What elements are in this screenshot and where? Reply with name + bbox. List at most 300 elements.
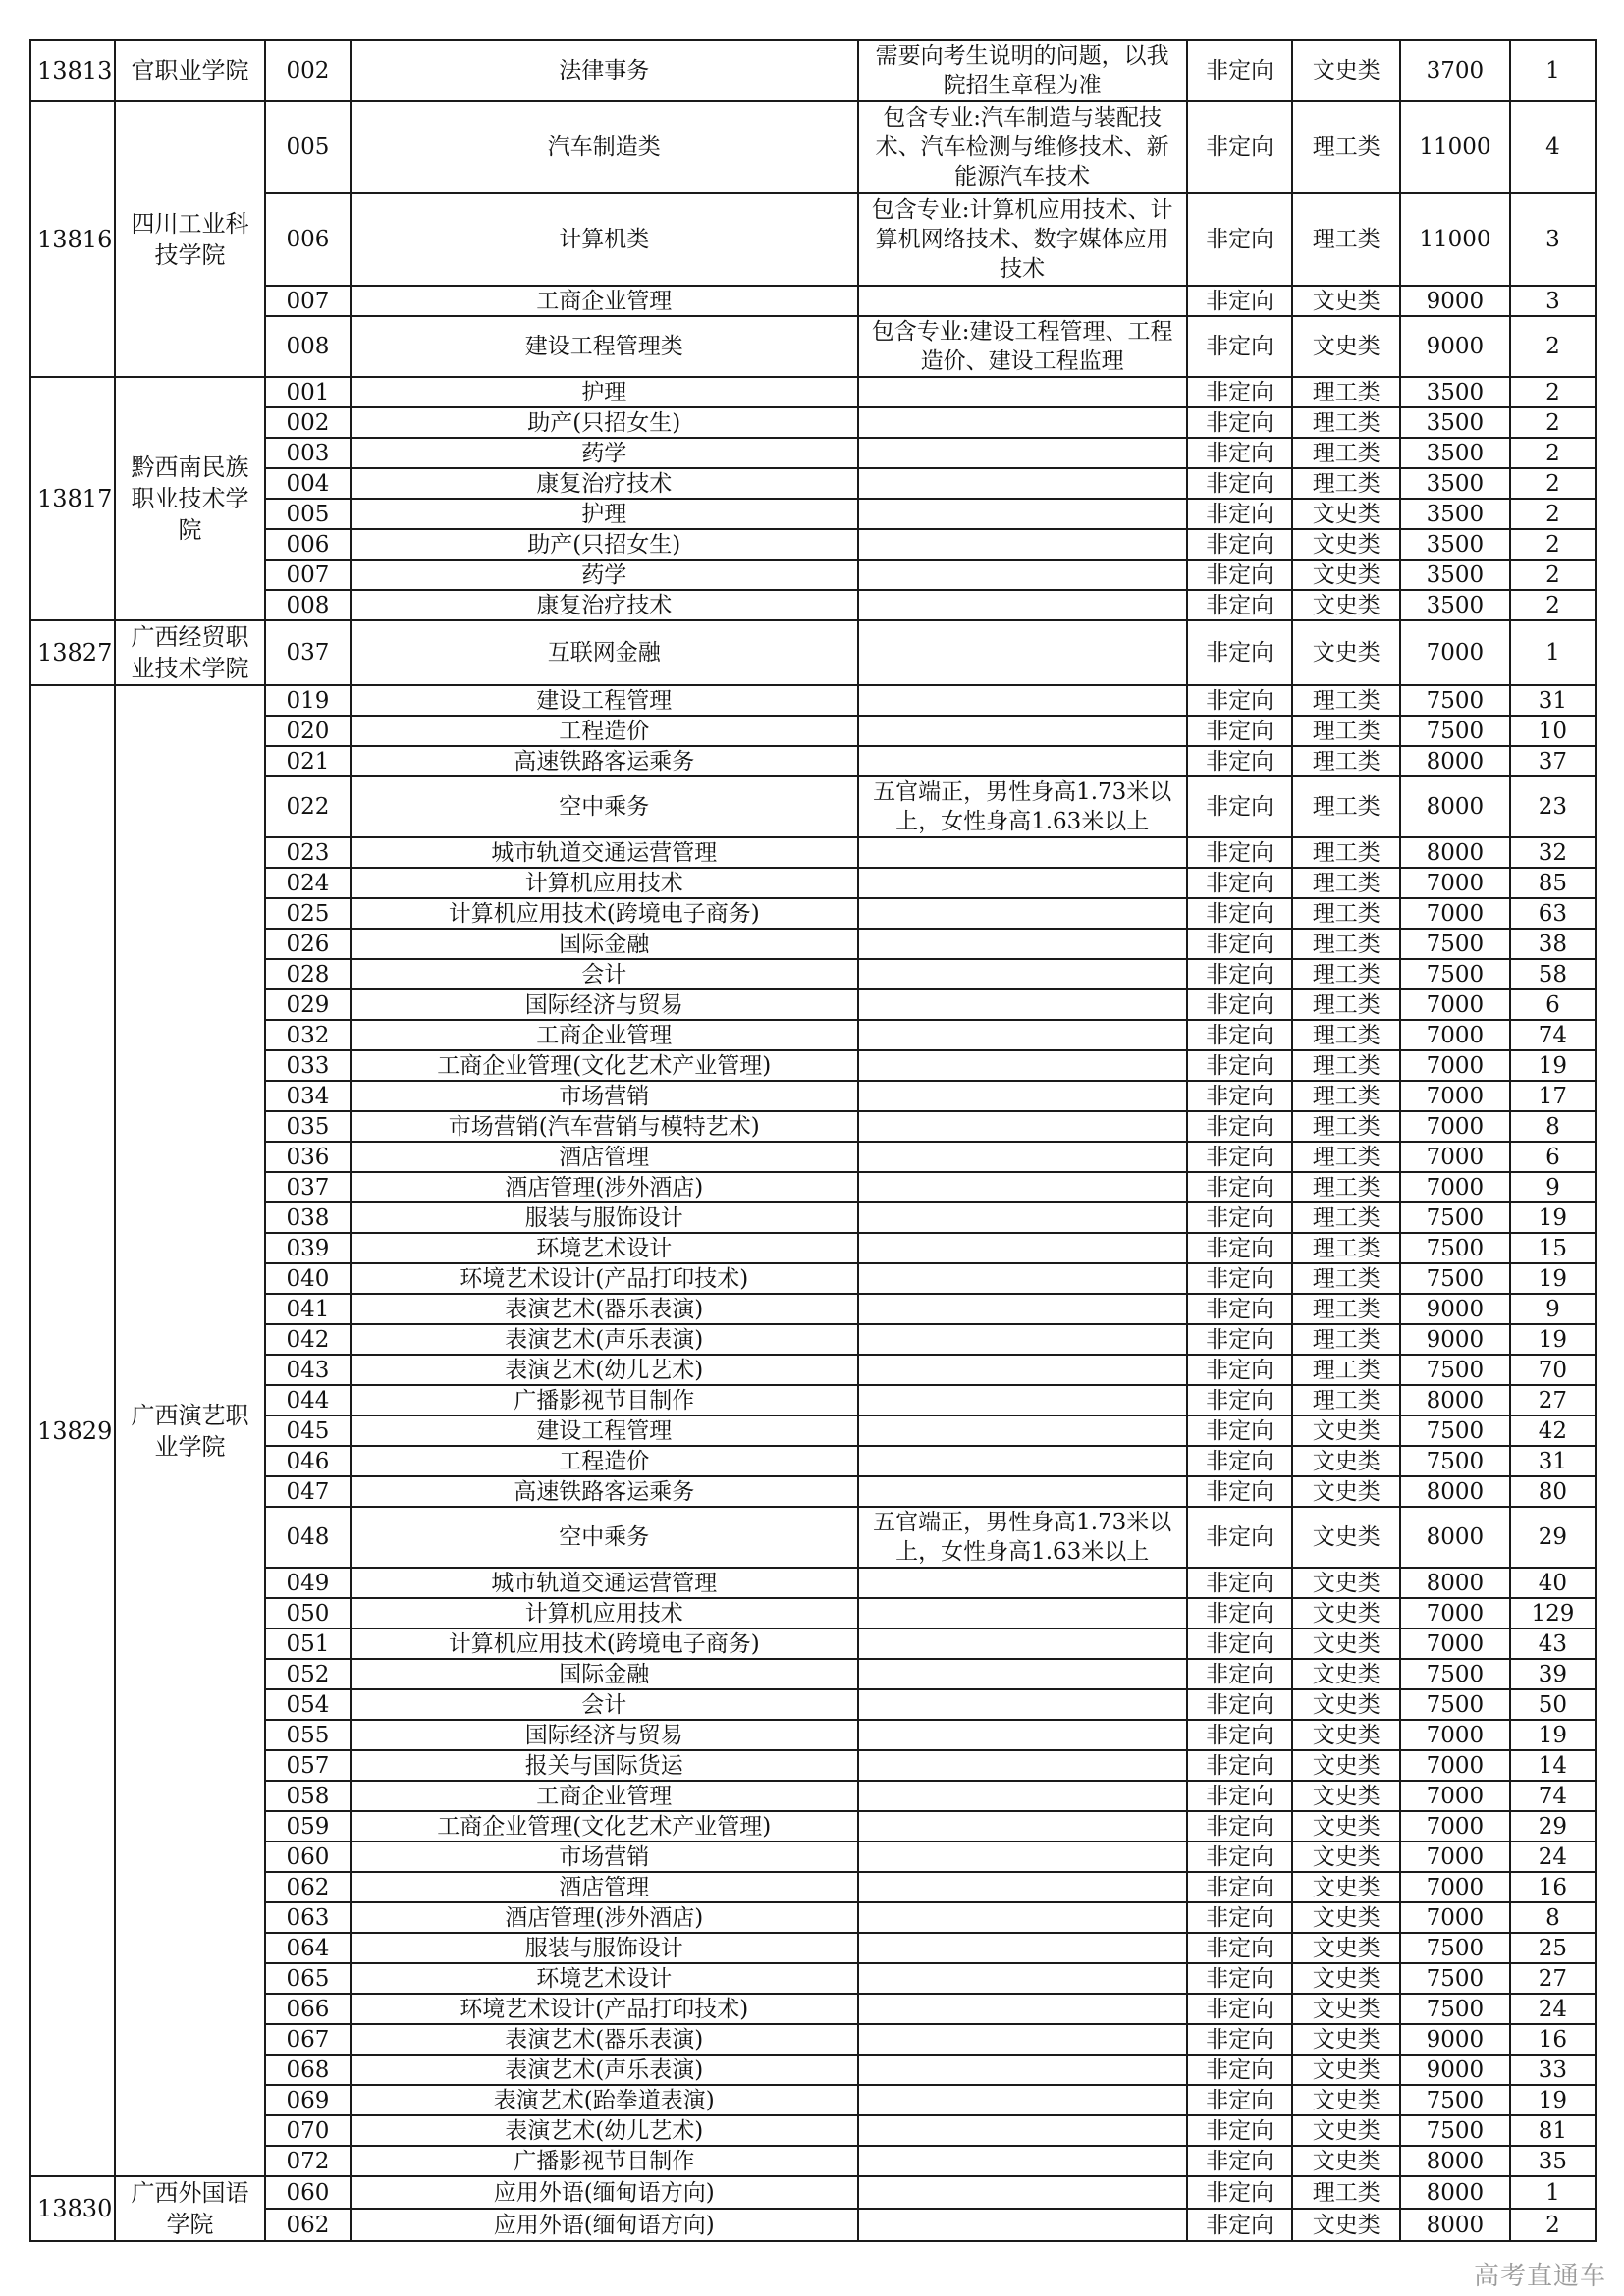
- plan-count: 19: [1510, 1324, 1596, 1355]
- major-note: [858, 1872, 1187, 1902]
- orientation-type: 非定向: [1187, 1507, 1293, 1568]
- major-code: 005: [265, 499, 351, 529]
- major-note: [858, 685, 1187, 716]
- tuition-fee: 7000: [1400, 1781, 1510, 1811]
- major-name: 广播影视节目制作: [351, 1385, 858, 1415]
- major-code: 069: [265, 2085, 351, 2115]
- tuition-fee: 7000: [1400, 620, 1510, 685]
- major-note: [858, 1963, 1187, 1994]
- major-name: 高速铁路客运乘务: [351, 1476, 858, 1507]
- major-note: [858, 1659, 1187, 1689]
- orientation-type: 非定向: [1187, 1355, 1293, 1385]
- tuition-fee: 7000: [1400, 1872, 1510, 1902]
- major-name: 服装与服饰设计: [351, 1933, 858, 1963]
- table-row: [30, 1142, 1596, 1172]
- plan-count: 74: [1510, 1020, 1596, 1050]
- orientation-type: 非定向: [1187, 1172, 1293, 1202]
- tuition-fee: 9000: [1400, 1324, 1510, 1355]
- table-row: [30, 377, 1596, 407]
- plan-count: 19: [1510, 1720, 1596, 1750]
- table-row: [30, 2115, 1596, 2146]
- major-note: [858, 2176, 1187, 2209]
- tuition-fee: 8000: [1400, 2209, 1510, 2241]
- table-row: [30, 1020, 1596, 1050]
- major-name: 市场营销: [351, 1842, 858, 1872]
- major-note: [858, 1263, 1187, 1294]
- major-note: [858, 286, 1187, 316]
- orientation-type: 非定向: [1187, 468, 1293, 499]
- subject-category: 文史类: [1292, 1933, 1400, 1963]
- orientation-type: 非定向: [1187, 929, 1293, 959]
- major-code: 006: [265, 529, 351, 560]
- table-row: [30, 1050, 1596, 1081]
- table-row: [30, 1294, 1596, 1324]
- tuition-fee: 7500: [1400, 1446, 1510, 1476]
- subject-category: 理工类: [1292, 1111, 1400, 1142]
- tuition-fee: 3500: [1400, 438, 1510, 468]
- major-note: [858, 1902, 1187, 1933]
- orientation-type: 非定向: [1187, 1142, 1293, 1172]
- subject-category: 文史类: [1292, 620, 1400, 685]
- table-row: [30, 438, 1596, 468]
- subject-category: 理工类: [1292, 1050, 1400, 1081]
- plan-count: 19: [1510, 2085, 1596, 2115]
- plan-count: 23: [1510, 776, 1596, 837]
- tuition-fee: 7500: [1400, 1202, 1510, 1233]
- major-code: 062: [265, 2209, 351, 2241]
- tuition-fee: 3500: [1400, 468, 1510, 499]
- plan-count: 74: [1510, 1781, 1596, 1811]
- subject-category: 理工类: [1292, 1294, 1400, 1324]
- major-code: 057: [265, 1750, 351, 1781]
- major-code: 029: [265, 989, 351, 1020]
- tuition-fee: 7000: [1400, 1172, 1510, 1202]
- major-name: 城市轨道交通运营管理: [351, 1568, 858, 1598]
- plan-count: 37: [1510, 746, 1596, 776]
- major-note: [858, 590, 1187, 620]
- subject-category: 文史类: [1292, 316, 1400, 377]
- plan-count: 129: [1510, 1598, 1596, 1629]
- plan-count: 1: [1510, 40, 1596, 101]
- major-note: [858, 2115, 1187, 2146]
- tuition-fee: 7500: [1400, 1994, 1510, 2024]
- major-code: 051: [265, 1629, 351, 1659]
- table-row: [30, 1202, 1596, 1233]
- plan-count: 35: [1510, 2146, 1596, 2176]
- tuition-fee: 7500: [1400, 1263, 1510, 1294]
- plan-count: 43: [1510, 1629, 1596, 1659]
- subject-category: 理工类: [1292, 929, 1400, 959]
- table-row: [30, 2055, 1596, 2085]
- major-code: 019: [265, 685, 351, 716]
- orientation-type: 非定向: [1187, 1902, 1293, 1933]
- plan-count: 2: [1510, 560, 1596, 590]
- major-name: 建设工程管理: [351, 1415, 858, 1446]
- tuition-fee: 7000: [1400, 1081, 1510, 1111]
- subject-category: 理工类: [1292, 2176, 1400, 2209]
- plan-count: 39: [1510, 1659, 1596, 1689]
- major-note: [858, 1415, 1187, 1446]
- major-name: 汽车制造类: [351, 101, 858, 193]
- major-code: 066: [265, 1994, 351, 2024]
- table-row: [30, 1750, 1596, 1781]
- plan-count: 1: [1510, 620, 1596, 685]
- major-code: 064: [265, 1933, 351, 1963]
- major-code: 042: [265, 1324, 351, 1355]
- table-row: [30, 1963, 1596, 1994]
- major-name: 建设工程管理类: [351, 316, 858, 377]
- major-name: 应用外语(缅甸语方向): [351, 2176, 858, 2209]
- plan-count: 6: [1510, 1142, 1596, 1172]
- major-note: [858, 1994, 1187, 2024]
- major-code: 039: [265, 1233, 351, 1263]
- major-name: 广播影视节目制作: [351, 2146, 858, 2176]
- major-name: 药学: [351, 560, 858, 590]
- tuition-fee: 7000: [1400, 1720, 1510, 1750]
- major-name: 表演艺术(器乐表演): [351, 1294, 858, 1324]
- subject-category: 文史类: [1292, 1750, 1400, 1781]
- table-row: [30, 837, 1596, 868]
- major-note: [858, 837, 1187, 868]
- major-note: [858, 1446, 1187, 1476]
- plan-count: 31: [1510, 1446, 1596, 1476]
- major-name: 环境艺术设计: [351, 1233, 858, 1263]
- major-note: 包含专业:计算机应用技术、计算机网络技术、数字媒体应用技术: [858, 193, 1187, 286]
- tuition-fee: 9000: [1400, 2055, 1510, 2085]
- major-note: 五官端正，男性身高1.73米以上，女性身高1.63米以上: [858, 1507, 1187, 1568]
- subject-category: 理工类: [1292, 989, 1400, 1020]
- major-note: [858, 1294, 1187, 1324]
- plan-count: 2: [1510, 407, 1596, 438]
- orientation-type: 非定向: [1187, 1202, 1293, 1233]
- tuition-fee: 7000: [1400, 1902, 1510, 1933]
- plan-count: 50: [1510, 1689, 1596, 1720]
- major-note: [858, 1020, 1187, 1050]
- subject-category: 文史类: [1292, 1963, 1400, 1994]
- major-name: 表演艺术(跆拳道表演): [351, 2085, 858, 2115]
- table-row: [30, 407, 1596, 438]
- major-code: 052: [265, 1659, 351, 1689]
- table-row: [30, 1933, 1596, 1963]
- tuition-fee: 7000: [1400, 1629, 1510, 1659]
- orientation-type: 非定向: [1187, 1994, 1293, 2024]
- table-body: [30, 40, 1596, 2241]
- major-note: [858, 1568, 1187, 1598]
- orientation-type: 非定向: [1187, 620, 1293, 685]
- plan-count: 9: [1510, 1294, 1596, 1324]
- major-name: 护理: [351, 377, 858, 407]
- plan-count: 1: [1510, 2176, 1596, 2209]
- major-name: 助产(只招女生): [351, 529, 858, 560]
- table-row: [30, 2085, 1596, 2115]
- major-code: 058: [265, 1781, 351, 1811]
- orientation-type: 非定向: [1187, 868, 1293, 898]
- major-code: 036: [265, 1142, 351, 1172]
- orientation-type: 非定向: [1187, 529, 1293, 560]
- plan-count: 19: [1510, 1050, 1596, 1081]
- major-code: 046: [265, 1446, 351, 1476]
- tuition-fee: 3500: [1400, 529, 1510, 560]
- orientation-type: 非定向: [1187, 1659, 1293, 1689]
- table-row: [30, 716, 1596, 746]
- subject-category: 理工类: [1292, 685, 1400, 716]
- subject-category: 理工类: [1292, 1263, 1400, 1294]
- tuition-fee: 7000: [1400, 1598, 1510, 1629]
- table-row: [30, 1476, 1596, 1507]
- orientation-type: 非定向: [1187, 776, 1293, 837]
- table-row: [30, 1233, 1596, 1263]
- tuition-fee: 8000: [1400, 1476, 1510, 1507]
- tuition-fee: 8000: [1400, 2176, 1510, 2209]
- major-code: 050: [265, 1598, 351, 1629]
- tuition-fee: 7000: [1400, 1111, 1510, 1142]
- major-note: [858, 1142, 1187, 1172]
- major-code: 025: [265, 898, 351, 929]
- subject-category: 文史类: [1292, 499, 1400, 529]
- major-note: [858, 2085, 1187, 2115]
- major-code: 044: [265, 1385, 351, 1415]
- table-row: [30, 1568, 1596, 1598]
- orientation-type: 非定向: [1187, 1963, 1293, 1994]
- subject-category: 理工类: [1292, 1020, 1400, 1050]
- plan-count: 2: [1510, 468, 1596, 499]
- subject-category: 文史类: [1292, 1811, 1400, 1842]
- table-row: [30, 1659, 1596, 1689]
- subject-category: 理工类: [1292, 438, 1400, 468]
- table-row: [30, 746, 1596, 776]
- major-code: 002: [265, 40, 351, 101]
- major-code: 026: [265, 929, 351, 959]
- major-note: [858, 959, 1187, 989]
- subject-category: 理工类: [1292, 407, 1400, 438]
- subject-category: 理工类: [1292, 1385, 1400, 1415]
- orientation-type: 非定向: [1187, 560, 1293, 590]
- subject-category: 理工类: [1292, 1202, 1400, 1233]
- major-note: [858, 1172, 1187, 1202]
- major-name: 工商企业管理: [351, 1020, 858, 1050]
- tuition-fee: 7500: [1400, 1963, 1510, 1994]
- plan-count: 3: [1510, 286, 1596, 316]
- subject-category: 文史类: [1292, 1629, 1400, 1659]
- subject-category: 理工类: [1292, 837, 1400, 868]
- plan-count: 16: [1510, 1872, 1596, 1902]
- major-note: [858, 1750, 1187, 1781]
- major-name: 市场营销: [351, 1081, 858, 1111]
- plan-count: 24: [1510, 1994, 1596, 2024]
- orientation-type: 非定向: [1187, 746, 1293, 776]
- subject-category: 文史类: [1292, 1842, 1400, 1872]
- major-name: 市场营销(汽车营销与模特艺术): [351, 1111, 858, 1142]
- tuition-fee: 7000: [1400, 989, 1510, 1020]
- major-name: 康复治疗技术: [351, 468, 858, 499]
- major-name: 应用外语(缅甸语方向): [351, 2209, 858, 2241]
- table-row: [30, 2146, 1596, 2176]
- orientation-type: 非定向: [1187, 1720, 1293, 1750]
- major-name: 空中乘务: [351, 776, 858, 837]
- major-code: 005: [265, 101, 351, 193]
- orientation-type: 非定向: [1187, 1811, 1293, 1842]
- tuition-fee: 7500: [1400, 2115, 1510, 2146]
- major-name: 工商企业管理: [351, 286, 858, 316]
- orientation-type: 非定向: [1187, 716, 1293, 746]
- plan-count: 15: [1510, 1233, 1596, 1263]
- major-code: 033: [265, 1050, 351, 1081]
- orientation-type: 非定向: [1187, 499, 1293, 529]
- major-code: 055: [265, 1720, 351, 1750]
- subject-category: 文史类: [1292, 1446, 1400, 1476]
- enrollment-plan-table: [29, 39, 1597, 2242]
- tuition-fee: 11000: [1400, 101, 1510, 193]
- major-name: 计算机应用技术(跨境电子商务): [351, 898, 858, 929]
- tuition-fee: 3500: [1400, 560, 1510, 590]
- major-code: 032: [265, 1020, 351, 1050]
- table-row: [30, 1081, 1596, 1111]
- table-row: [30, 1629, 1596, 1659]
- table-row: [30, 1902, 1596, 1933]
- major-note: [858, 929, 1187, 959]
- tuition-fee: 9000: [1400, 1294, 1510, 1324]
- tuition-fee: 8000: [1400, 2146, 1510, 2176]
- orientation-type: 非定向: [1187, 2115, 1293, 2146]
- orientation-type: 非定向: [1187, 1111, 1293, 1142]
- orientation-type: 非定向: [1187, 1324, 1293, 1355]
- table-row: [30, 529, 1596, 560]
- plan-count: 25: [1510, 1933, 1596, 1963]
- tuition-fee: 7000: [1400, 1811, 1510, 1842]
- plan-count: 2: [1510, 377, 1596, 407]
- major-name: 城市轨道交通运营管理: [351, 837, 858, 868]
- tuition-fee: 8000: [1400, 1507, 1510, 1568]
- table-row: [30, 1415, 1596, 1446]
- plan-count: 9: [1510, 1172, 1596, 1202]
- major-name: 工程造价: [351, 716, 858, 746]
- table-row: [30, 1842, 1596, 1872]
- subject-category: 理工类: [1292, 1172, 1400, 1202]
- subject-category: 理工类: [1292, 868, 1400, 898]
- plan-count: 58: [1510, 959, 1596, 989]
- subject-category: 文史类: [1292, 2055, 1400, 2085]
- major-name: 表演艺术(幼儿艺术): [351, 2115, 858, 2146]
- plan-count: 29: [1510, 1811, 1596, 1842]
- subject-category: 文史类: [1292, 2209, 1400, 2241]
- subject-category: 文史类: [1292, 1507, 1400, 1568]
- subject-category: 文史类: [1292, 40, 1400, 101]
- subject-category: 文史类: [1292, 1720, 1400, 1750]
- orientation-type: 非定向: [1187, 1598, 1293, 1629]
- major-note: [858, 2024, 1187, 2055]
- orientation-type: 非定向: [1187, 2085, 1293, 2115]
- major-note: [858, 377, 1187, 407]
- orientation-type: 非定向: [1187, 286, 1293, 316]
- major-code: 068: [265, 2055, 351, 2085]
- subject-category: 文史类: [1292, 286, 1400, 316]
- major-name: 国际经济与贸易: [351, 989, 858, 1020]
- major-name: 计算机应用技术: [351, 1598, 858, 1629]
- major-code: 007: [265, 560, 351, 590]
- tuition-fee: 7500: [1400, 1233, 1510, 1263]
- subject-category: 理工类: [1292, 1233, 1400, 1263]
- table-row: [30, 560, 1596, 590]
- major-code: 040: [265, 1263, 351, 1294]
- major-name: 环境艺术设计(产品打印技术): [351, 1263, 858, 1294]
- orientation-type: 非定向: [1187, 2055, 1293, 2085]
- table-row: [30, 929, 1596, 959]
- tuition-fee: 7500: [1400, 1933, 1510, 1963]
- plan-count: 81: [1510, 2115, 1596, 2146]
- table-row: [30, 1446, 1596, 1476]
- tuition-fee: 3500: [1400, 590, 1510, 620]
- major-note: [858, 1781, 1187, 1811]
- major-note: [858, 898, 1187, 929]
- plan-count: 32: [1510, 837, 1596, 868]
- major-name: 酒店管理: [351, 1142, 858, 1172]
- plan-count: 40: [1510, 1568, 1596, 1598]
- table-row: [30, 1507, 1596, 1568]
- tuition-fee: 8000: [1400, 1385, 1510, 1415]
- orientation-type: 非定向: [1187, 590, 1293, 620]
- major-note: [858, 1324, 1187, 1355]
- plan-count: 3: [1510, 193, 1596, 286]
- subject-category: 文史类: [1292, 1659, 1400, 1689]
- orientation-type: 非定向: [1187, 1385, 1293, 1415]
- major-name: 酒店管理(涉外酒店): [351, 1902, 858, 1933]
- tuition-fee: 7500: [1400, 685, 1510, 716]
- major-code: 045: [265, 1415, 351, 1446]
- table-row: [30, 1111, 1596, 1142]
- plan-count: 10: [1510, 716, 1596, 746]
- orientation-type: 非定向: [1187, 2209, 1293, 2241]
- orientation-type: 非定向: [1187, 1842, 1293, 1872]
- major-note: 需要向考生说明的问题，以我院招生章程为准: [858, 40, 1187, 101]
- major-name: 环境艺术设计(产品打印技术): [351, 1994, 858, 2024]
- orientation-type: 非定向: [1187, 1020, 1293, 1050]
- tuition-fee: 7000: [1400, 1050, 1510, 1081]
- table-row: [30, 1263, 1596, 1294]
- orientation-type: 非定向: [1187, 1294, 1293, 1324]
- major-note: [858, 1355, 1187, 1385]
- table-row: [30, 1720, 1596, 1750]
- orientation-type: 非定向: [1187, 1446, 1293, 1476]
- tuition-fee: 3500: [1400, 407, 1510, 438]
- subject-category: 文史类: [1292, 1689, 1400, 1720]
- major-note: [858, 468, 1187, 499]
- major-code: 022: [265, 776, 351, 837]
- school-code: 13813: [30, 40, 115, 101]
- plan-count: 31: [1510, 685, 1596, 716]
- major-name: 表演艺术(器乐表演): [351, 2024, 858, 2055]
- subject-category: 文史类: [1292, 1598, 1400, 1629]
- major-note: [858, 560, 1187, 590]
- major-code: 047: [265, 1476, 351, 1507]
- major-code: 021: [265, 746, 351, 776]
- orientation-type: 非定向: [1187, 1689, 1293, 1720]
- subject-category: 文史类: [1292, 560, 1400, 590]
- plan-count: 16: [1510, 2024, 1596, 2055]
- orientation-type: 非定向: [1187, 1263, 1293, 1294]
- major-name: 计算机应用技术: [351, 868, 858, 898]
- major-note: [858, 407, 1187, 438]
- major-note: [858, 499, 1187, 529]
- orientation-type: 非定向: [1187, 1933, 1293, 1963]
- major-note: [858, 989, 1187, 1020]
- major-note: [858, 1842, 1187, 1872]
- table-row: [30, 1598, 1596, 1629]
- table-row: [30, 40, 1596, 101]
- table-row: [30, 316, 1596, 377]
- orientation-type: 非定向: [1187, 40, 1293, 101]
- major-note: [858, 529, 1187, 560]
- major-name: 环境艺术设计: [351, 1963, 858, 1994]
